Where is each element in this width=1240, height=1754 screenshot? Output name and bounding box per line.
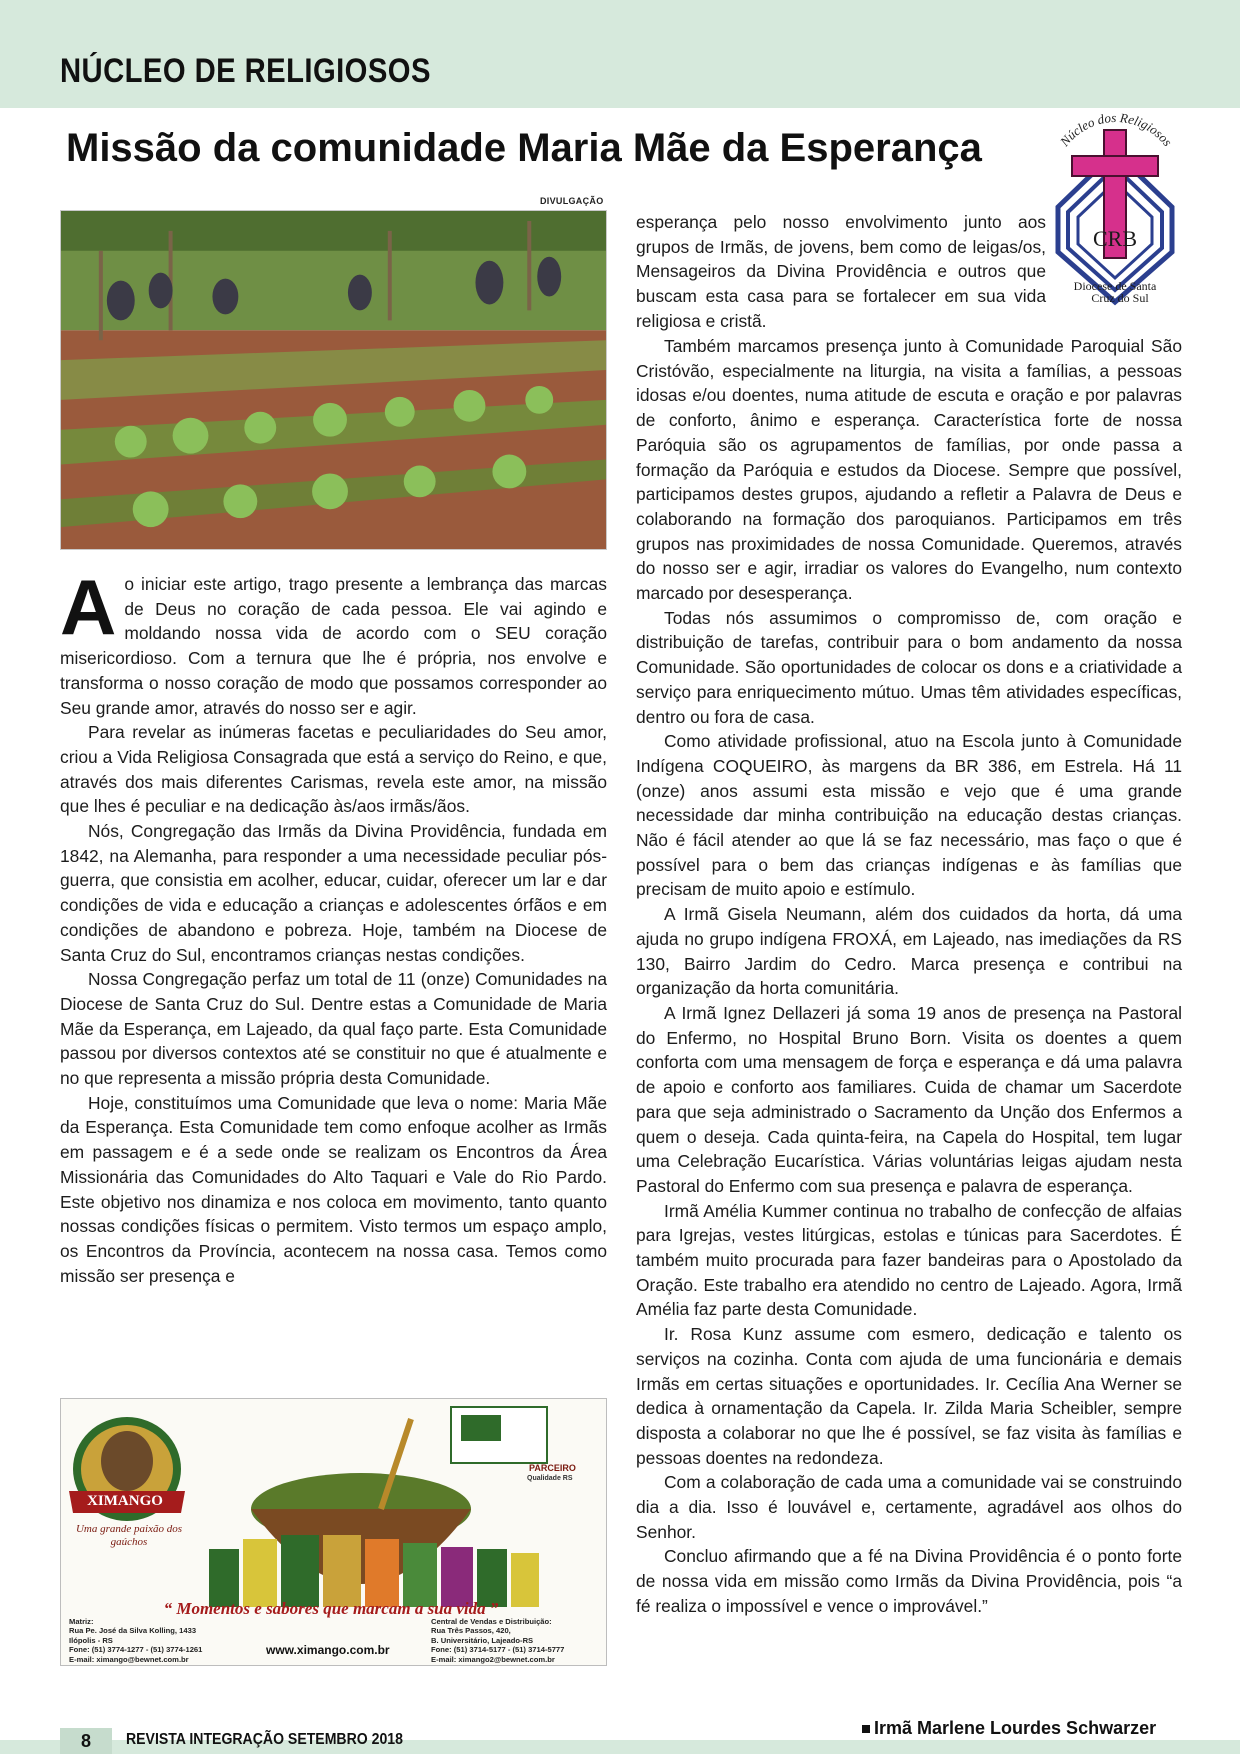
photo-credit: DIVULGAÇÃO: [540, 196, 604, 206]
ad-matriz-line: Fone: (51) 3774-1277 - (51) 3774-1261: [69, 1645, 203, 1655]
page-number: 8: [60, 1728, 112, 1754]
section-title: NÚCLEO DE RELIGIOSOS: [60, 52, 431, 90]
ad-central-line: Fone: (51) 3714-5177 - (51) 3714-5777: [431, 1645, 565, 1655]
ad-contact-central: [431, 1617, 564, 1664]
ad-slogan: “ Momentos e sabores que marcam a sua vida ”: [163, 1599, 499, 1618]
paragraph-14: Com a colaboração de cada uma a comunidade vai se construindo dia a dia. Isso é louvável e, certamente, agradável aos olhos do Senhor.: [636, 1472, 1182, 1542]
paragraph-15: Concluo afirmando que a fé na Divina Providência é o ponto forte de nossa vida em missão como Irmãs da Divina Providência, pois “a fé realiza o impossível e vence o improvável.”: [636, 1546, 1182, 1616]
paragraph-13: Ir. Rosa Kunz assume com esmero, dedicação e talento os serviços na cozinha. Conta com ajuda de uma funcionária e demais Irmãs em certas situações e oportunidades. Ir. Cecília Ana Werner se dedica à ornamentação da Capela. Ir. Zilda Maria Scheibler, sempre disposta a colaborar no que lhe é possível, se faz visita às famílias e pessoas doentes na redondeza.: [636, 1324, 1182, 1468]
paragraph-7: Também marcamos presença junto à Comunidade Paroquial São Cristóvão, especialmente na liturgia, na visita a famílias, a pessoas idosas e/ou doentes, numa atitude de escuta e oração e por palavras de conforto, ânimo e esperança. Característica forte de nossa Paróquia são os agrupamentos de famílias, por onde passa a formação da Paróquia e estudos da Diocese. Sempre que possível, participamos destes grupos, ajudando a refletir a Palavra de Deus e colaborando na formação dos paroquianos. Participamos em três grupos nas proximidades de nossa Comunidade. Queremos, através do nosso ser e agir, irradiar os valores do Evangelho, num contexto marcado por desesperança.: [636, 336, 1182, 604]
ad-central-line: Central de Vendas e Distribuição:: [431, 1617, 552, 1626]
ad-central-line: B. Universitário, Lajeado-RS: [431, 1635, 534, 1645]
paragraph-5: Hoje, constituímos uma Comunidade que leva o nome: Maria Mãe da Esperança. Esta Comunidade tem como enfoque acolher as Irmãs em passagem e é a sede onde se realizam os Encontros da Área Missionária das Comunidades do Alto Taquari e Vale do Rio Pardo. Este objetivo nos dinamiza e nos coloca em movimento, tanto quanto nossas condições físicas o permitem. Visto termos um espaço amplo, os Encontros da Província, acontecem na nossa casa. Temos como missão ser presença e: [60, 1092, 607, 1286]
paragraph-11: A Irmã Ignez Dellazeri já soma 19 anos de presença na Pastoral do Enfermo, no Hospital Bruno Born. Visita os doentes a quem conforta com uma mensagem de força e esperança e dá uma palavra de apoio e conforto aos familiares. Cuida de chamar um Sacerdote para que seja administrado o Sacramento da Unção dos Enfermos a quem o deseja. Cada quinta-feira, na Capela do Hospital, tem lugar uma Celebração Eucarística. Várias voluntárias leigas ajudam nesta Pastoral do Enfermo com sua presença e palavra de esperança.: [636, 1002, 1182, 1196]
logo-monogram: CRB: [1092, 226, 1138, 251]
author-name: Irmã Marlene Lourdes Schwarzer: [874, 1718, 1157, 1738]
ad-central-line: E-mail: ximango2@bewnet.com.br: [431, 1654, 555, 1664]
ad-matriz-line: Rua Pe. José da Silva Kolling, 1433: [69, 1626, 197, 1636]
logo-arc-text: Núcleo dos Religiosos: [1056, 112, 1176, 150]
article-body-right: [636, 334, 1182, 1619]
paragraph-6: esperança pelo nosso envolvimento junto aos grupos de Irmãs, de jovens, bem como de leigas/os, Mensageiros da Divina Providência e outros que buscam esta casa para se fortalecer em sua vida religiosa e cristã.: [636, 212, 1046, 331]
article-body-left: [60, 563, 607, 1288]
ad-matriz-line: Ilópolis - RS: [69, 1635, 113, 1645]
ad-brand: XIMANGO: [87, 1493, 163, 1509]
ad-contact-matriz: [69, 1617, 202, 1664]
crb-logo: [1040, 112, 1190, 308]
ad-partner-label: PARCEIRO: [529, 1463, 576, 1473]
paragraph-10: A Irmã Gisela Neumann, além dos cuidados da horta, dá uma ajuda no grupo indígena FROXÁ, em Lajeado, nas imediações da RS 130, Bairro Jardim do Cedro. Marca presença e contribui na organização da horta comunitária.: [636, 904, 1182, 999]
ad-matriz-line: E-mail: ximango@bewnet.com.br: [69, 1654, 189, 1664]
ad-central-line: Rua Três Passos, 420,: [431, 1626, 511, 1636]
paragraph-8: Todas nós assumimos o compromisso de, com oração e distribuição de tarefas, contribuir para o bom andamento da nossa Comunidade. São oportunidades de colocar os dons e a criatividade a serviço para enriquecimento mútuo. Umas têm atividades específicas, dentro ou fora de casa.: [636, 607, 1182, 727]
ximango-ad: [60, 1398, 607, 1666]
article-body-right-top: [636, 210, 1046, 334]
paragraph-9: Como atividade profissional, atuo na Escola junto à Comunidade Indígena COQUEIRO, às margens da BR 386, em Estrela. Há 11 (onze) anos assumi esta missão e vejo que é uma grande necessidade dar minha contribuição na educação destas crianças. Não é fácil atender ao que lá se faz necessário, mas faço o que é possível para o bem das crianças indígenas e às famílias que precisam de muito apoio e estímulo.: [636, 731, 1182, 900]
paragraph-4: Nossa Congregação perfaz um total de 11 (onze) Comunidades na Diocese de Santa Cruz do Sul. Dentre estas a Comunidade de Maria Mãe da Esperança, em Lajeado, da qual faço parte. Esta Comunidade passou por diversos contextos até se constituir no que é atualmente e no que representa a missão própria desta Comunidade.: [60, 969, 607, 1089]
ad-tagline: Uma grande paixão dos gaúchos: [75, 1523, 183, 1548]
publication-name: REVISTA INTEGRAÇÃO SETEMBRO 2018: [126, 1731, 403, 1748]
dropcap: A: [60, 563, 117, 651]
ad-partner-sub: Qualidade RS: [527, 1475, 573, 1482]
logo-caption-line1: Diocese de Santa: [1073, 279, 1157, 293]
logo-caption-line2: Cruz do Sul: [1091, 291, 1149, 305]
garden-photo: [60, 210, 607, 550]
signature-mark: [862, 1725, 870, 1733]
paragraph-12: Irmã Amélia Kummer continua no trabalho de confecção de alfaias para Igrejas, vestes litúrgicas, estolas e túnicas para Sacerdotes. É também muito procurada para fazer bandeiras para o Apostolado da Oração. Este trabalho era atendido no centro de Lajeado. Agora, Irmã Amélia faz parte desta Comunidade.: [636, 1200, 1182, 1320]
ad-partner-badge: [493, 1455, 597, 1505]
paragraph-2: Para revelar as inúmeras facetas e peculiaridades do Seu amor, criou a Vida Religiosa Consagrada que está a serviço do Reino, e que, através dos mais diferentes Carismas, revela este amor, na missão que lhes é peculiar e na dedicação às/aos irmãs/ãos.: [60, 722, 607, 817]
article-title: Missão da comunidade Maria Mãe da Esperança: [66, 126, 982, 170]
paragraph-1-text: o iniciar este artigo, trago presente a lembrança das marcas de Deus no coração de cada pessoa. Ele vai agindo e moldando nossa vida de acordo com o SEU coração misericordioso. Com a ternura que lhe é própria, nos envolve e transforma o nosso coração de modo que possamos corresponder ao Seu grande amor, através do nosso ser e agir.: [60, 574, 607, 718]
ad-matriz-line: Matriz:: [69, 1617, 94, 1626]
ad-url[interactable]: www.ximango.com.br: [266, 1643, 390, 1657]
paragraph-3: Nós, Congregação das Irmãs da Divina Providência, fundada em 1842, na Alemanha, para responder a uma necessidade peculiar pós-guerra, que consistia em acolher, educar, cuidar, oferecer um lar e dar condições de vida e educação a crianças e adolescentes órfãos e em condições de abandono e pobreza. Hoje, também na Diocese de Santa Cruz do Sul, encontramos crianças nestas condições.: [60, 821, 607, 965]
paragraph-1: [60, 563, 607, 720]
author-signature: [862, 1718, 1156, 1739]
